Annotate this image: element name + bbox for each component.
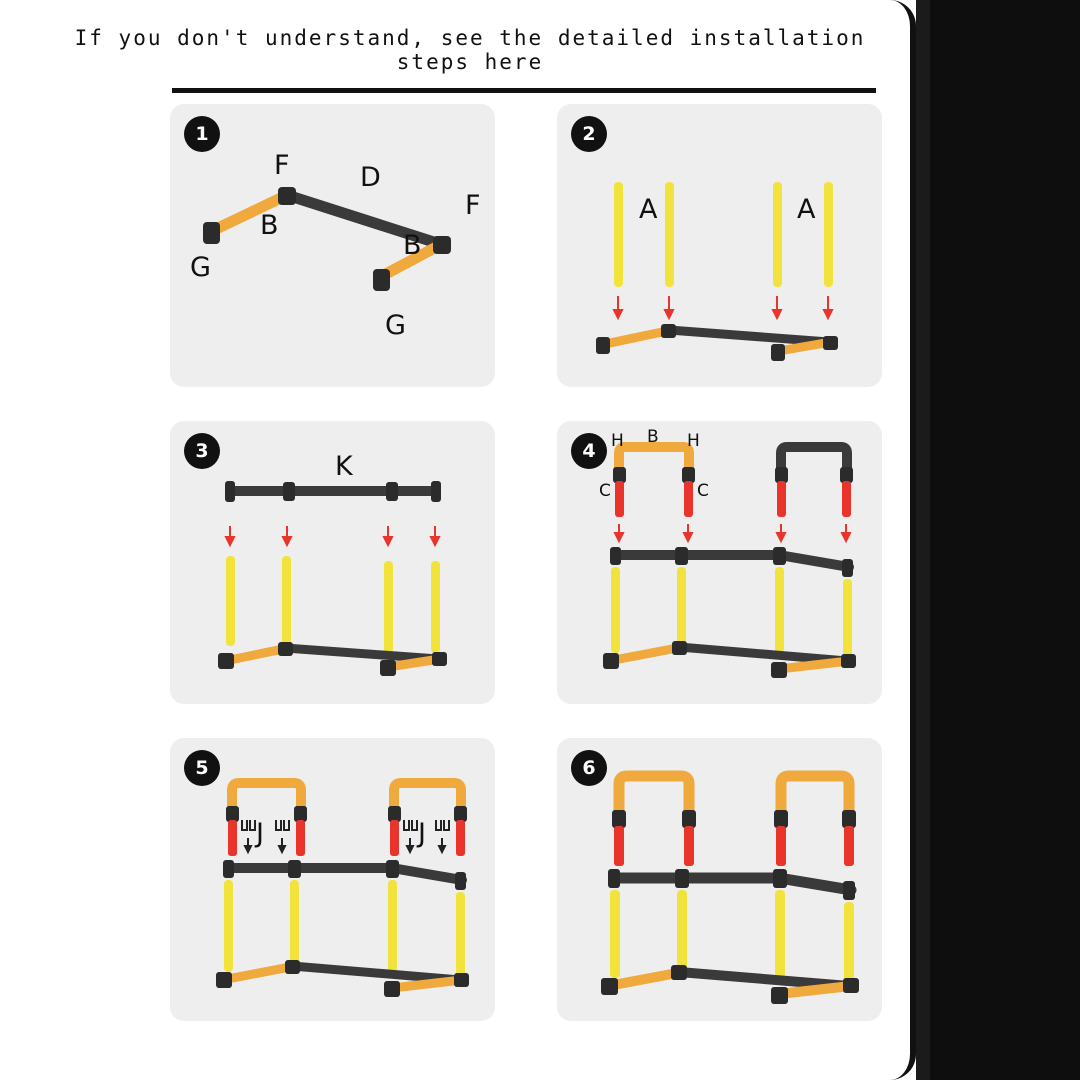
part-label: H — [611, 431, 624, 451]
part-label: G — [190, 252, 211, 283]
book-edge-inner — [930, 0, 1080, 1080]
part-label: F — [465, 190, 481, 221]
steps-grid — [170, 104, 882, 1034]
part-label: K — [335, 451, 353, 482]
part-label: B — [260, 210, 279, 241]
part-label: B — [647, 427, 659, 447]
part-label: A — [639, 194, 658, 225]
part-label: C — [599, 481, 611, 501]
step-badge-6: 6 — [571, 750, 607, 786]
step-3-illustration — [170, 421, 495, 704]
step-badge-1: 1 — [184, 116, 220, 152]
step-panel-1 — [170, 104, 495, 387]
step-badge-3: 3 — [184, 433, 220, 469]
part-label: J — [256, 818, 264, 849]
part-label: C — [697, 481, 709, 501]
page-title: If you don't understand, see the detailed installation steps here — [74, 26, 866, 74]
part-label: B — [403, 230, 422, 261]
part-label: G — [385, 310, 406, 341]
part-label: D — [360, 162, 381, 193]
part-label: A — [797, 194, 816, 225]
step-6-illustration — [557, 738, 882, 1021]
title-divider — [172, 88, 876, 93]
step-badge-4: 4 — [571, 433, 607, 469]
step-4-illustration — [557, 421, 882, 704]
step-badge-5: 5 — [184, 750, 220, 786]
step-2-illustration — [557, 104, 882, 387]
step-panel-3 — [170, 421, 495, 704]
part-label: F — [274, 150, 290, 181]
part-label: H — [687, 431, 700, 451]
step-panel-4 — [557, 421, 882, 704]
step-1-illustration — [170, 104, 495, 387]
step-panel-5 — [170, 738, 495, 1021]
step-5-illustration — [170, 738, 495, 1021]
step-badge-2: 2 — [571, 116, 607, 152]
step-panel-6 — [557, 738, 882, 1021]
step-panel-2 — [557, 104, 882, 387]
part-label: J — [418, 818, 426, 849]
